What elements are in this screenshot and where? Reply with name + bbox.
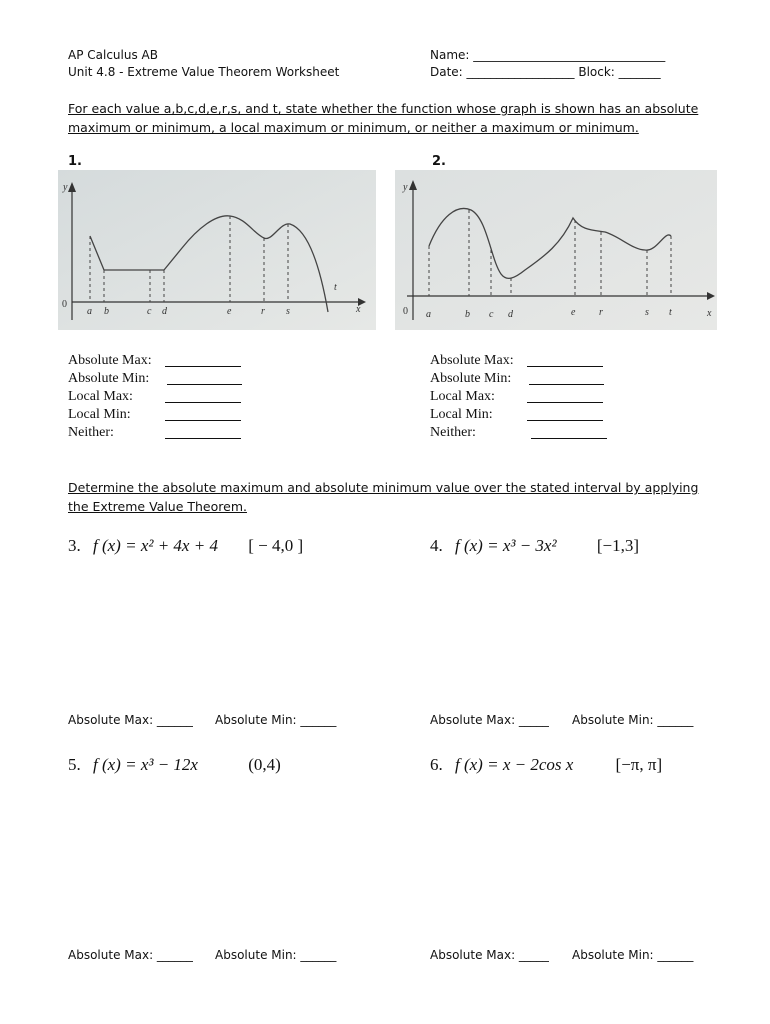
instructions-2-line-2: the Extreme Value Theorem. bbox=[68, 499, 247, 514]
svg-text:d: d bbox=[508, 309, 513, 320]
instructions-2-line-1: Determine the absolute maximum and absolute minimum value over the stated interval by applying bbox=[68, 480, 699, 495]
problem-5-number: 5. bbox=[68, 755, 81, 774]
p5-abs-max[interactable]: Absolute Max: ______ bbox=[68, 948, 193, 962]
p4-abs-min[interactable]: Absolute Min: ______ bbox=[572, 713, 694, 727]
g2-abs-max-blank[interactable] bbox=[527, 366, 603, 367]
g2-local-max-label: Local Max: bbox=[430, 389, 495, 404]
g1-abs-min-label: Absolute Min: bbox=[68, 371, 150, 386]
problem-3-number: 3. bbox=[68, 536, 81, 555]
problem-4 bbox=[430, 536, 639, 556]
problem-6-number: 6. bbox=[430, 755, 443, 774]
g2-neither-label: Neither: bbox=[430, 425, 476, 440]
date-block-field[interactable]: Date: __________________ Block: _______ bbox=[430, 65, 661, 79]
instructions-line-1: For each value a,b,c,d,e,r,s, and t, state whether the function whose graph is shown has an absolute bbox=[68, 101, 699, 116]
p4-abs-max[interactable]: Absolute Max: _____ bbox=[430, 713, 549, 727]
g2-abs-max-label: Absolute Max: bbox=[430, 353, 514, 368]
g1-label-a: a bbox=[87, 306, 92, 317]
problem-5-function: f (x) = x³ − 12x bbox=[93, 755, 198, 774]
p3-abs-max[interactable]: Absolute Max: ______ bbox=[68, 713, 193, 727]
p3-abs-min[interactable]: Absolute Min: ______ bbox=[215, 713, 337, 727]
p6-abs-max[interactable]: Absolute Max: _____ bbox=[430, 948, 549, 962]
svg-text:s: s bbox=[286, 306, 290, 317]
svg-text:a: a bbox=[426, 309, 431, 320]
problem-6-function: f (x) = x − 2cos x bbox=[455, 755, 574, 774]
svg-text:c: c bbox=[147, 306, 152, 317]
g1-abs-max-label: Absolute Max: bbox=[68, 353, 152, 368]
svg-text:s: s bbox=[645, 307, 649, 318]
g2-abs-min-blank[interactable] bbox=[529, 384, 604, 385]
problem-1-number: 1. bbox=[68, 154, 82, 169]
svg-text:e: e bbox=[227, 306, 232, 317]
graph-2-photo bbox=[395, 170, 717, 330]
svg-text:r: r bbox=[261, 306, 265, 317]
svg-text:0: 0 bbox=[62, 299, 67, 310]
problem-3-interval: [ − 4,0 ] bbox=[248, 536, 304, 555]
g1-neither-blank[interactable] bbox=[165, 438, 241, 439]
svg-text:t: t bbox=[669, 307, 672, 318]
svg-text:c: c bbox=[489, 309, 494, 320]
p5-abs-min[interactable]: Absolute Min: ______ bbox=[215, 948, 337, 962]
g2-neither-blank[interactable] bbox=[531, 438, 607, 439]
svg-text:x: x bbox=[356, 304, 361, 315]
problem-4-number: 4. bbox=[430, 536, 443, 555]
svg-text:r: r bbox=[599, 307, 603, 318]
g2-local-max-blank[interactable] bbox=[527, 402, 603, 403]
g1-local-max-label: Local Max: bbox=[68, 389, 133, 404]
name-field[interactable]: Name: ________________________________ bbox=[430, 48, 666, 62]
problem-4-function: f (x) = x³ − 3x² bbox=[455, 536, 557, 555]
g1-abs-max-blank[interactable] bbox=[165, 366, 241, 367]
p6-abs-min[interactable]: Absolute Min: ______ bbox=[572, 948, 694, 962]
svg-text:0: 0 bbox=[403, 306, 408, 317]
svg-text:y: y bbox=[403, 182, 408, 193]
problem-2-number: 2. bbox=[432, 154, 446, 169]
g1-abs-min-blank[interactable] bbox=[167, 384, 242, 385]
course-title: AP Calculus AB bbox=[68, 48, 158, 62]
svg-text:y: y bbox=[63, 182, 68, 193]
problem-5-interval: (0,4) bbox=[248, 755, 281, 774]
graph-1-photo bbox=[58, 170, 376, 330]
svg-text:b: b bbox=[465, 309, 470, 320]
g2-local-min-blank[interactable] bbox=[527, 420, 603, 421]
g2-abs-min-label: Absolute Min: bbox=[430, 371, 512, 386]
problem-6 bbox=[430, 755, 662, 775]
svg-text:e: e bbox=[571, 307, 576, 318]
problem-5 bbox=[68, 755, 281, 775]
problem-6-interval: [−π, π] bbox=[615, 755, 663, 774]
g2-local-min-label: Local Min: bbox=[430, 407, 493, 422]
problem-4-interval: [−1,3] bbox=[596, 536, 639, 555]
problem-3 bbox=[68, 536, 303, 556]
g1-local-max-blank[interactable] bbox=[165, 402, 241, 403]
g1-neither-label: Neither: bbox=[68, 425, 114, 440]
unit-title: Unit 4.8 - Extreme Value Theorem Worksheet bbox=[68, 65, 340, 79]
svg-text:t: t bbox=[334, 282, 337, 293]
instructions-line-2: maximum or minimum, a local maximum or minimum, or neither a maximum or minimum. bbox=[68, 120, 639, 135]
g1-local-min-label: Local Min: bbox=[68, 407, 131, 422]
g1-local-min-blank[interactable] bbox=[165, 420, 241, 421]
svg-text:x: x bbox=[707, 308, 712, 319]
svg-text:d: d bbox=[162, 306, 167, 317]
svg-text:b: b bbox=[104, 306, 109, 317]
problem-3-function: f (x) = x² + 4x + 4 bbox=[93, 536, 218, 555]
